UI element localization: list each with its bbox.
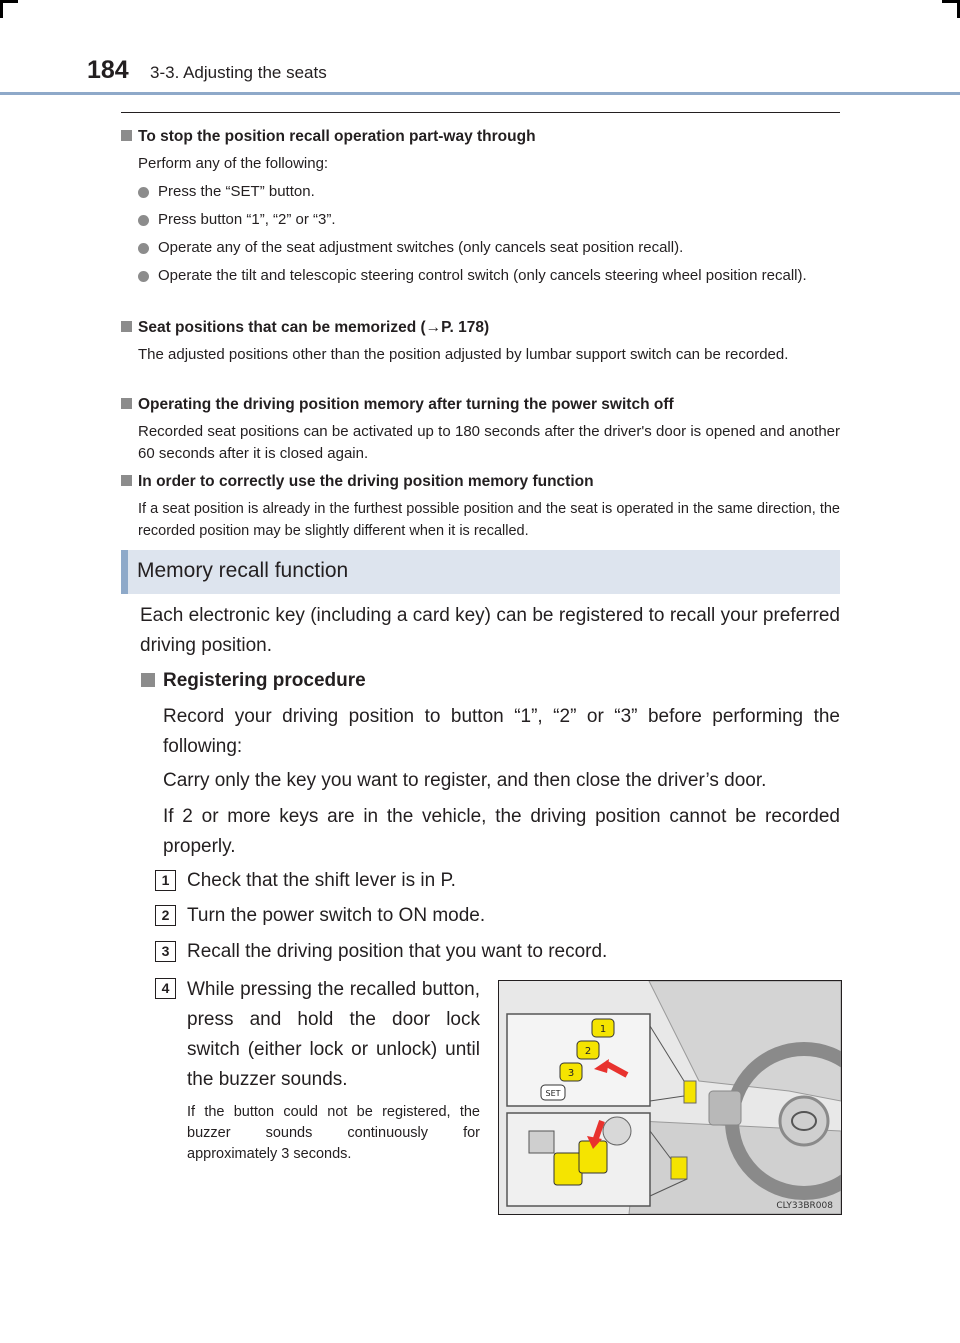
- page-number: 184: [87, 56, 129, 84]
- header-rule: [0, 92, 960, 95]
- step-number: 2: [155, 905, 176, 926]
- list-item: Operate any of the seat adjustment switches (only cancels seat position recall).: [121, 237, 840, 259]
- bullet-icon: [138, 243, 149, 254]
- illustration-svg: [499, 981, 841, 1214]
- note-memorized-positions: [121, 317, 840, 366]
- note-heading: Seat positions that can be memorized (→P. 178): [138, 319, 490, 336]
- note-heading: To stop the position recall operation part-way through: [138, 128, 536, 145]
- note-heading: In order to correctly use the driving position memory function: [138, 473, 594, 490]
- note-stop-recall: [121, 126, 840, 287]
- paragraph: Carry only the key you want to register, and then close the driver’s door.: [163, 770, 767, 791]
- list-item: Press button “1”, “2” or “3”.: [121, 209, 840, 231]
- step-number: 1: [155, 870, 176, 891]
- svg-text:SET: SET: [545, 1089, 561, 1098]
- note-intro: Perform any of the following:: [138, 155, 329, 172]
- square-bullet-icon: [121, 130, 132, 141]
- list-item: Operate the tilt and telescopic steering control switch (only cancels steering wheel position recall).: [121, 265, 840, 287]
- square-bullet-icon: [121, 398, 132, 409]
- svg-text:3: 3: [567, 1068, 575, 1079]
- svg-text:1: 1: [599, 1024, 607, 1035]
- bullet-icon: [138, 271, 149, 282]
- section-intro: Each electronic key (including a card key) can be registered to recall your preferred driving position.: [140, 605, 840, 656]
- bullet-icon: [138, 215, 149, 226]
- square-bullet-icon: [121, 321, 132, 332]
- square-bullet-icon: [121, 475, 132, 486]
- paragraph: If 2 or more keys are in the vehicle, the driving position cannot be recorded properly.: [163, 806, 840, 857]
- section-title: Memory recall function: [137, 559, 349, 582]
- step-text: Turn the power switch to ON mode.: [187, 905, 486, 926]
- note-heading: Operating the driving position memory after turning the power switch off: [138, 396, 674, 413]
- step-number: 4: [155, 978, 176, 999]
- paragraph: Record your driving position to button “1”, “2” or “3” before performing the following:: [163, 706, 840, 757]
- step-text: While pressing the recalled button, press and hold the door lock switch (either lock or unlock) until the buzzer sounds.: [187, 979, 480, 1090]
- figure-code: CLY33BR008: [776, 1201, 833, 1211]
- bullet-icon: [138, 187, 149, 198]
- note-body: If a seat position is already in the furthest possible position and the seat is operated in the same direction, the recorded position may be slightly different when it is recalled.: [138, 501, 840, 539]
- divider: [121, 112, 840, 113]
- crop-mark: [0, 0, 3, 18]
- section-banner: [121, 550, 840, 594]
- note-correct-use: [121, 471, 840, 542]
- note-body: Recorded seat positions can be activated up to 180 seconds after the driver's door is opened and another 60 seconds after it is closed again.: [138, 423, 840, 462]
- step-note: If the button could not be registered, the buzzer sounds continuously for approximately 3 seconds.: [187, 1104, 480, 1162]
- step-number: 3: [155, 941, 176, 962]
- step-text: Check that the shift lever is in P.: [187, 870, 456, 891]
- square-bullet-icon: [141, 673, 155, 687]
- svg-text:2: 2: [584, 1046, 592, 1057]
- lock-switch: [554, 1153, 582, 1185]
- step-text: Recall the driving position that you want to record.: [187, 941, 608, 962]
- sub-heading: Registering procedure: [141, 666, 841, 696]
- note-body: The adjusted positions other than the position adjusted by lumbar support switch can be recorded.: [138, 346, 789, 363]
- list-item: Press the “SET” button.: [121, 181, 840, 203]
- page-header: [87, 56, 887, 86]
- chapter-title: 3-3. Adjusting the seats: [150, 63, 327, 82]
- memory-switch-illustration: [498, 980, 842, 1215]
- note-power-switch-off: [121, 394, 840, 465]
